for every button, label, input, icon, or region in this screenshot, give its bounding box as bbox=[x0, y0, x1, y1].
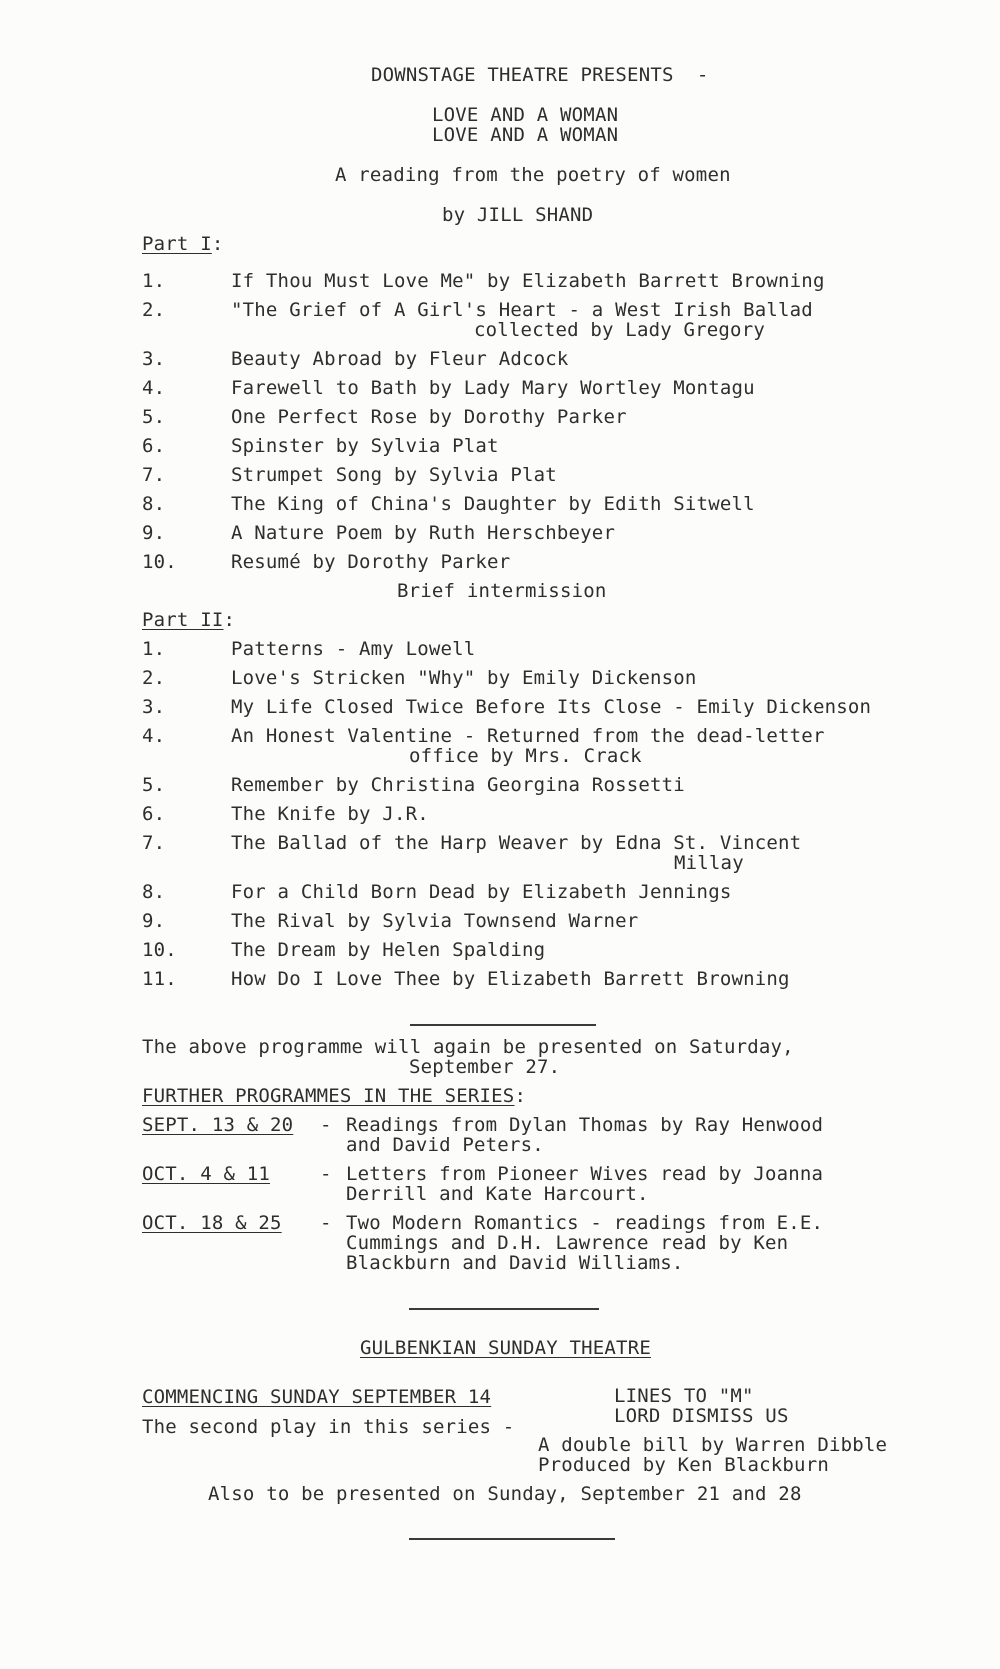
play-title-2: LORD DISMISS US bbox=[614, 1405, 789, 1427]
item-title: The Knife by J.R. bbox=[231, 803, 429, 825]
item-title: Farewell to Bath by Lady Mary Wortley Montagu bbox=[231, 377, 755, 399]
part-2-heading-text: Part II bbox=[142, 609, 224, 631]
item-title: How Do I Love Thee by Elizabeth Barrett Browning bbox=[231, 968, 790, 990]
producer-credit: Produced by Ken Blackburn bbox=[538, 1454, 829, 1476]
programme-description-line: Readings from Dylan Thomas by Ray Henwood bbox=[346, 1114, 824, 1136]
section-divider bbox=[409, 1308, 599, 1310]
item-number: 1. bbox=[142, 638, 166, 660]
further-programmes-heading-text: FURTHER PROGRAMMES IN THE SERIES bbox=[142, 1085, 515, 1107]
item-title: An Honest Valentine - Returned from the dead-letter bbox=[231, 725, 825, 747]
item-number: 2. bbox=[142, 299, 166, 321]
title-line-2: LOVE AND A WOMAN bbox=[432, 124, 619, 146]
item-number: 9. bbox=[142, 522, 166, 544]
programme-dates: OCT. 4 & 11 bbox=[142, 1163, 271, 1185]
item-number: 5. bbox=[142, 774, 166, 796]
item-number: 10. bbox=[142, 551, 177, 573]
item-title: Remember by Christina Georgina Rossetti bbox=[231, 774, 685, 796]
item-title: Beauty Abroad by Fleur Adcock bbox=[231, 348, 569, 370]
part-2-heading bbox=[142, 610, 235, 630]
item-number: 4. bbox=[142, 725, 166, 747]
presents-line: DOWNSTAGE THEATRE PRESENTS - bbox=[371, 64, 709, 86]
programme-description-line: Letters from Pioneer Wives read by Joanna bbox=[346, 1163, 824, 1185]
item-number: 3. bbox=[142, 696, 166, 718]
item-title: For a Child Born Dead by Elizabeth Jennings bbox=[231, 881, 732, 903]
section-divider bbox=[409, 1538, 615, 1540]
item-title: The Rival by Sylvia Townsend Warner bbox=[231, 910, 639, 932]
item-number: 8. bbox=[142, 881, 166, 903]
item-title: Patterns - Amy Lowell bbox=[231, 638, 476, 660]
title-line-1: LOVE AND A WOMAN bbox=[432, 104, 619, 126]
item-title: A Nature Poem by Ruth Herschbeyer bbox=[231, 522, 616, 544]
item-title: Spinster by Sylvia Plat bbox=[231, 435, 499, 457]
item-number: 7. bbox=[142, 832, 166, 854]
gulbenkian-heading: GULBENKIAN SUNDAY THEATRE bbox=[360, 1337, 651, 1359]
item-number: 1. bbox=[142, 270, 166, 292]
part-1-heading bbox=[142, 234, 223, 254]
programme-dash: - bbox=[320, 1163, 332, 1185]
item-number: 10. bbox=[142, 939, 177, 961]
programme-dates: SEPT. 13 & 20 bbox=[142, 1114, 294, 1136]
item-title: Love's Stricken "Why" by Emily Dickenson bbox=[231, 667, 697, 689]
programme-description-line: Cummings and D.H. Lawrence read by Ken bbox=[346, 1232, 789, 1254]
part-1-heading-colon: : bbox=[211, 233, 224, 255]
programme-dash: - bbox=[320, 1212, 332, 1234]
item-number: 2. bbox=[142, 667, 166, 689]
programme-description-line: Derrill and Kate Harcourt. bbox=[346, 1183, 649, 1205]
item-title: The King of China's Daughter by Edith Sitwell bbox=[231, 493, 755, 515]
further-programmes-heading bbox=[142, 1086, 526, 1106]
programme-dash: - bbox=[320, 1114, 332, 1136]
item-number: 3. bbox=[142, 348, 166, 370]
programme-description-line: Two Modern Romantics - readings from E.E. bbox=[346, 1212, 824, 1234]
part-1-heading-text: Part I bbox=[142, 233, 212, 255]
programme-dates: OCT. 18 & 25 bbox=[142, 1212, 282, 1234]
item-number: 7. bbox=[142, 464, 166, 486]
item-number: 5. bbox=[142, 406, 166, 428]
item-number: 9. bbox=[142, 910, 166, 932]
item-number: 4. bbox=[142, 377, 166, 399]
repeat-notice-line-1: The above programme will again be presented on Saturday, bbox=[142, 1036, 794, 1058]
intermission-note: Brief intermission bbox=[397, 580, 607, 602]
play-title-1: LINES TO "M" bbox=[614, 1385, 754, 1407]
further-programmes-heading-colon: : bbox=[514, 1085, 527, 1107]
item-title: My Life Closed Twice Before Its Close - Emily Dickenson bbox=[231, 696, 872, 718]
second-play-note: The second play in this series - bbox=[142, 1416, 515, 1438]
item-title: If Thou Must Love Me" by Elizabeth Barrett Browning bbox=[231, 270, 825, 292]
item-title: "The Grief of A Girl's Heart - a West Irish Ballad bbox=[231, 299, 813, 321]
item-title: The Dream by Helen Spalding bbox=[231, 939, 546, 961]
subtitle: A reading from the poetry of women bbox=[335, 164, 731, 186]
item-number: 11. bbox=[142, 968, 177, 990]
item-title-continued: Millay bbox=[674, 852, 744, 874]
item-title-continued: office by Mrs. Crack bbox=[409, 745, 642, 767]
item-title: Resumé by Dorothy Parker bbox=[231, 551, 511, 573]
section-divider bbox=[410, 1024, 596, 1026]
item-title: The Ballad of the Harp Weaver by Edna St. Vincent bbox=[231, 832, 802, 854]
commencing-date: COMMENCING SUNDAY SEPTEMBER 14 bbox=[142, 1386, 492, 1408]
item-title-continued: collected by Lady Gregory bbox=[474, 319, 765, 341]
also-presented-note: Also to be presented on Sunday, September 21 and 28 bbox=[208, 1483, 802, 1505]
part-2-heading-colon: : bbox=[223, 609, 236, 631]
repeat-notice-line-2: September 27. bbox=[409, 1056, 561, 1078]
item-number: 6. bbox=[142, 435, 166, 457]
programme-description-line: Blackburn and David Williams. bbox=[346, 1252, 684, 1274]
item-title: Strumpet Song by Sylvia Plat bbox=[231, 464, 557, 486]
programme-description-line: and David Peters. bbox=[346, 1134, 544, 1156]
item-title: One Perfect Rose by Dorothy Parker bbox=[231, 406, 627, 428]
byline: by JILL SHAND bbox=[442, 204, 594, 226]
item-number: 8. bbox=[142, 493, 166, 515]
double-bill-author: A double bill by Warren Dibble bbox=[538, 1434, 888, 1456]
item-number: 6. bbox=[142, 803, 166, 825]
